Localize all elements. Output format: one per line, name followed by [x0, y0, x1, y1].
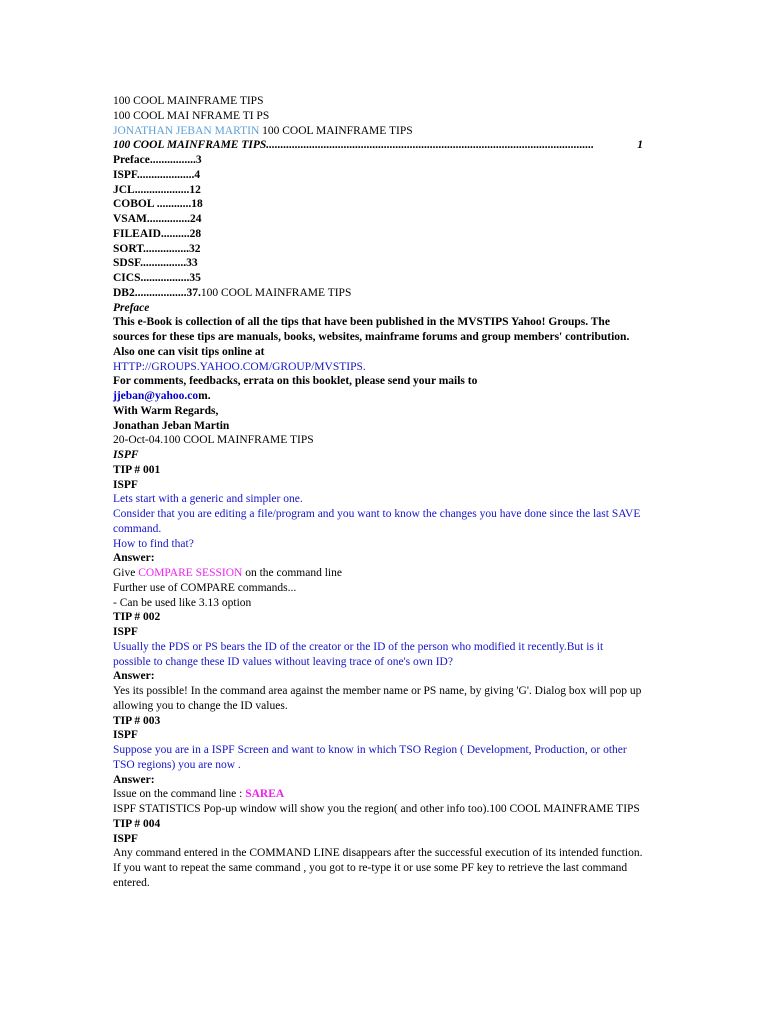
tip-001-question-1: Lets start with a generic and simpler one. — [113, 493, 303, 506]
toc-item-cics[interactable]: CICS.................35 — [113, 272, 201, 284]
tip-001-answer-label: Answer: — [113, 552, 155, 565]
sarea-command: SAREA — [245, 788, 285, 801]
tip-004-category: ISPF — [113, 832, 138, 845]
toc-item-sdsf[interactable]: SDSF................33 — [113, 257, 198, 270]
toc-item-preface[interactable]: Preface................3 — [113, 154, 202, 166]
toc-item-fileaid[interactable]: FILEAID..........28 — [113, 227, 202, 240]
tip-001-question-2: Consider that you are editing a file/program and you want to know the changes you have done since the last SAVE command. — [113, 508, 641, 535]
tip-002-question: Usually the PDS or PS bears the ID of the creator or the ID of the person who modified it recently.But is it possible to change these ID values without leaving trace of one's own ID? — [113, 640, 604, 668]
tip-002-answer: Yes its possible! In the command area against the member name or PS name, by giving 'G'. Dialog box will pop up allowing you to change the ID values. — [113, 685, 642, 712]
tip-002-title: TIP # 002 — [113, 611, 161, 624]
tip-001-category: ISPF — [113, 478, 138, 491]
tip-003-title: TIP # 003 — [113, 714, 161, 727]
toc-item-db2: DB2..................37. — [113, 286, 201, 299]
preface-signature: Jonathan Jeban Martin — [113, 419, 230, 432]
header-author-line — [113, 124, 643, 139]
toc-item-ispf[interactable]: ISPF....................4 — [113, 168, 201, 181]
toc-item-db2-line[interactable] — [113, 286, 643, 301]
section-heading-ispf: ISPF — [113, 449, 139, 461]
toc-title-line[interactable] — [113, 138, 643, 153]
author-name: JONATHAN JEBAN MARTIN — [113, 124, 260, 137]
tip-001-title: TIP # 001 — [113, 463, 161, 476]
header-line-1: 100 COOL MAINFRAME TIPS — [113, 95, 264, 107]
email-tail: m. — [198, 390, 211, 402]
tip-002-category: ISPF — [113, 626, 138, 638]
preface-url-link[interactable]: HTTP://GROUPS.YAHOO.COM/GROUP/MVSTIPS. — [113, 360, 366, 373]
toc-item-cobol[interactable]: COBOL ............18 — [113, 198, 203, 211]
tip-003-answer: ISPF STATISTICS Pop-up window will show you the region( and other info too).100 COOL MAINFRAME TIPS — [113, 803, 640, 815]
tip-003-category: ISPF — [113, 729, 138, 742]
toc-item-jcl[interactable]: JCL...................12 — [113, 183, 201, 196]
tip-001-give: Give — [113, 567, 139, 579]
toc-title: 100 COOL MAINFRAME TIPS — [113, 139, 267, 152]
tip-004-answer-1: Any command entered in the COMMAND LINE disappears after the successful execution of its intended function. — [113, 847, 643, 860]
tip-002-answer-label: Answer: — [113, 670, 155, 683]
tip-003-issue-line — [113, 787, 643, 802]
preface-date-line — [113, 433, 643, 448]
email-link[interactable]: jjeban@yahoo.co — [113, 390, 199, 402]
header-line-2: 100 COOL MAI NFRAME TI PS — [113, 109, 270, 122]
preface-date-tail: 100 COOL MAINFRAME TIPS — [163, 434, 314, 447]
tip-003-question: Suppose you are in a ISPF Screen and want to know in which TSO Region ( Development, Production, or other TSO regions) you are now . — [113, 744, 627, 771]
preface-regards: With Warm Regards, — [113, 404, 219, 417]
toc-item-vsam[interactable]: VSAM...............24 — [113, 213, 202, 225]
tip-001-further: Further use of COMPARE commands... — [113, 581, 297, 594]
toc-db2-tail: 100 COOL MAINFRAME TIPS — [200, 286, 352, 299]
header-author-tail: 100 COOL MAINFRAME TIPS — [259, 124, 413, 137]
preface-comments: For comments, feedbacks, errata on this booklet, please send your mails to — [113, 375, 478, 388]
document-page — [113, 94, 643, 891]
tip-001-give-tail: on the command line — [242, 567, 342, 579]
compare-session-command: COMPARE SESSION — [138, 567, 243, 579]
preface-heading: Preface — [113, 301, 150, 314]
tip-001-note: - Can be used like 3.13 option — [113, 596, 252, 609]
toc-item-sort[interactable]: SORT................32 — [113, 242, 201, 255]
preface-email-line — [113, 389, 643, 404]
preface-date: 20-Oct-04. — [113, 434, 164, 447]
preface-paragraph: This e-Book is collection of all the tips that have been published in the MVSTIPS Yahoo! Groups. The sources for these tips are manuals, books, websites, mainframe forums and group members' contribution. Also one can visit tips online at — [113, 316, 630, 358]
tip-003-issue: Issue on the command line : — [113, 788, 246, 801]
tip-001-question-3: How to find that? — [113, 537, 194, 550]
tip-003-answer-label: Answer: — [113, 773, 155, 786]
toc-title-dots: .................................................................................................................. — [266, 139, 595, 152]
tip-004-title: TIP # 004 — [113, 817, 161, 830]
tip-004-answer-2: If you want to repeat the same command , you got to re-type it or use some PF key to retrieve the last command entered. — [113, 862, 628, 889]
tip-001-give-line — [113, 566, 643, 581]
toc-title-page: 1 — [637, 139, 643, 152]
